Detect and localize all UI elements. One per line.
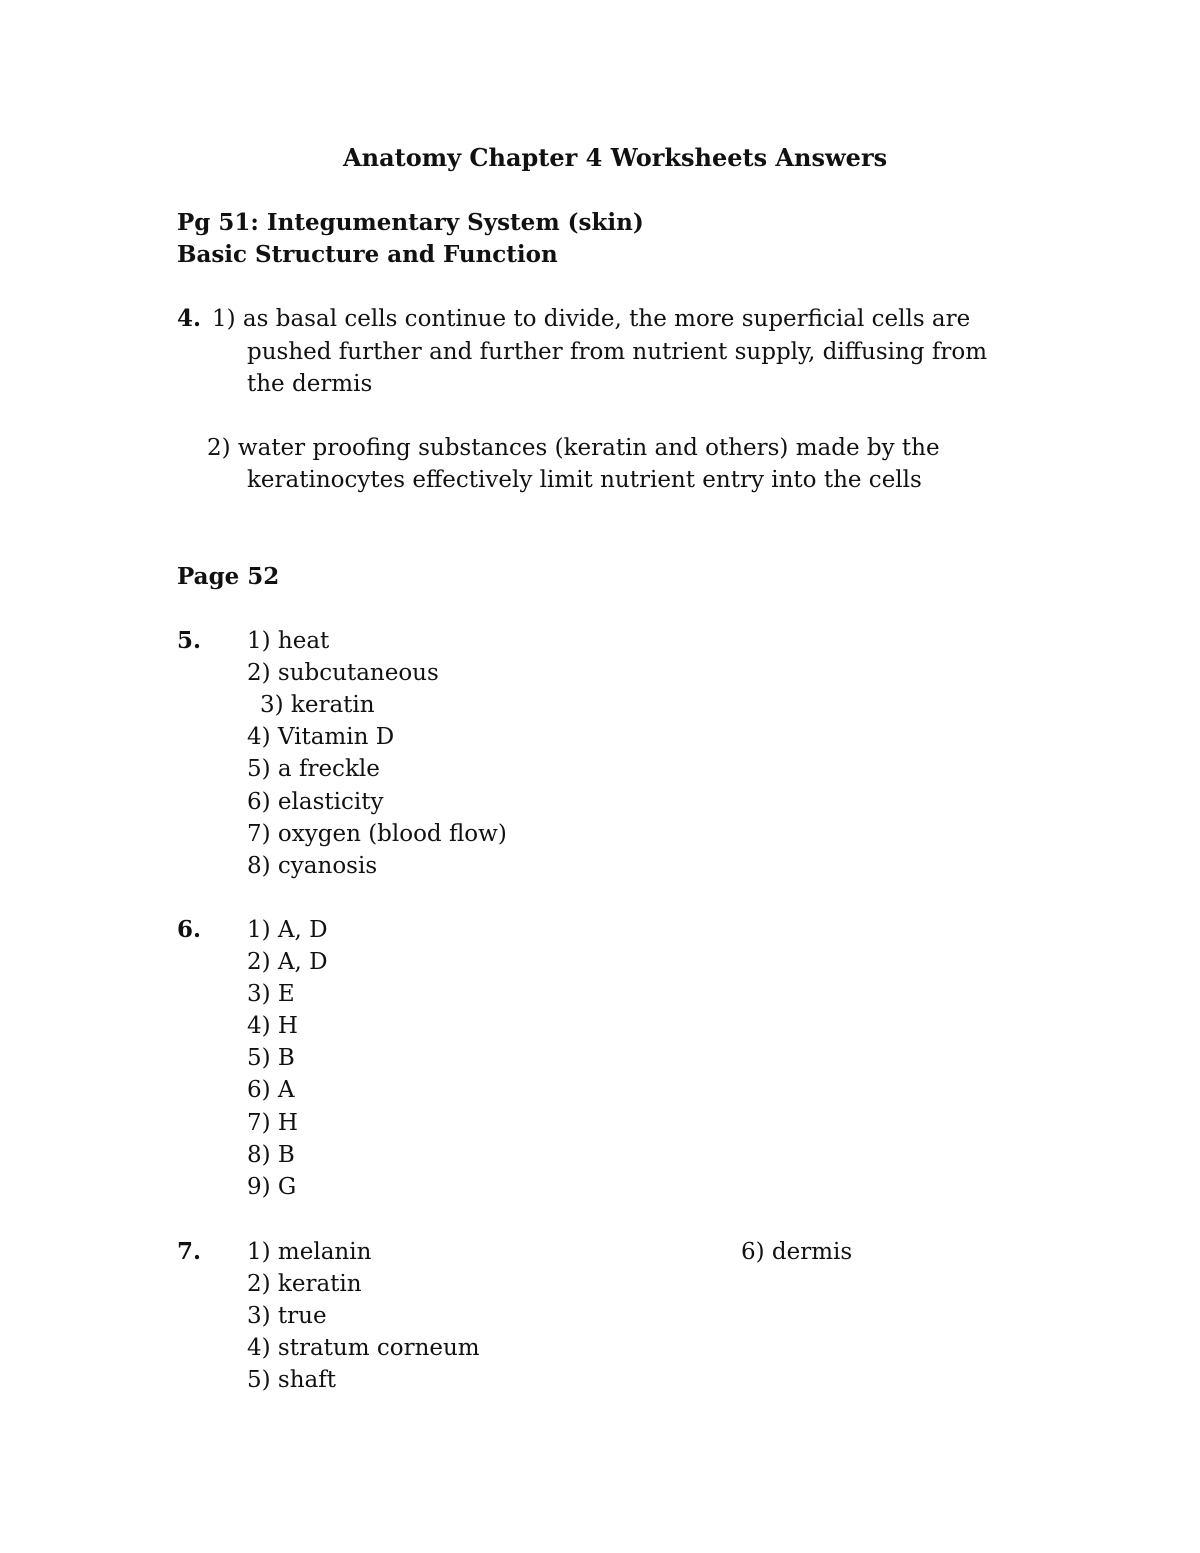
q5-answer: 6) elasticity [247,789,384,815]
q6-answer: 5) B [247,1045,295,1071]
q4-answer-2-line1: 2) water proofing substances (keratin and others) made by the [207,435,940,461]
q6-answer: 6) A [247,1077,295,1103]
q6-answer: 3) E [247,981,295,1007]
q5-answer: 5) a freckle [247,756,380,782]
question-number-4: 4. [177,305,202,332]
q4-answer-1-line2: pushed further and further from nutrient supply, diffusing from [247,339,987,365]
question-number-6: 6. [177,916,202,943]
section-heading-page52: Page 52 [177,563,280,590]
q6-answer: 8) B [247,1142,295,1168]
page-title: Anatomy Chapter 4 Worksheets Answers [343,143,888,172]
question-number-7: 7. [177,1238,202,1265]
q7-answer: 3) true [247,1303,327,1329]
q6-answer: 2) A, D [247,949,328,975]
section-heading-pg51: Pg 51: Integumentary System (skin) [177,209,644,236]
question-number-5: 5. [177,627,202,654]
q5-answer: 8) cyanosis [247,853,378,879]
q4-answer-1-line3: the dermis [247,371,373,397]
q7-answer: 2) keratin [247,1271,362,1297]
q7-answer: 4) stratum corneum [247,1335,480,1361]
q5-answer: 7) oxygen (blood flow) [247,821,507,847]
q7-answer: 1) melanin [247,1239,372,1265]
section-subheading: Basic Structure and Function [177,241,558,268]
q6-answer: 4) H [247,1013,298,1039]
q7-answer: 5) shaft [247,1367,337,1393]
q5-answer: 4) Vitamin D [247,724,395,750]
q5-answer: 1) heat [247,628,330,654]
q6-answer: 7) H [247,1110,298,1136]
q4-answer-2-line2: keratinocytes effectively limit nutrient entry into the cells [247,467,922,493]
q7-answer-right-column: 6) dermis [741,1239,853,1265]
q4-answer-1-line1: 1) as basal cells continue to divide, the more superficial cells are [212,306,971,332]
q5-answer: 3) keratin [260,692,375,718]
q5-answer: 2) subcutaneous [247,660,439,686]
q6-answer: 9) G [247,1174,297,1200]
q6-answer: 1) A, D [247,917,328,943]
